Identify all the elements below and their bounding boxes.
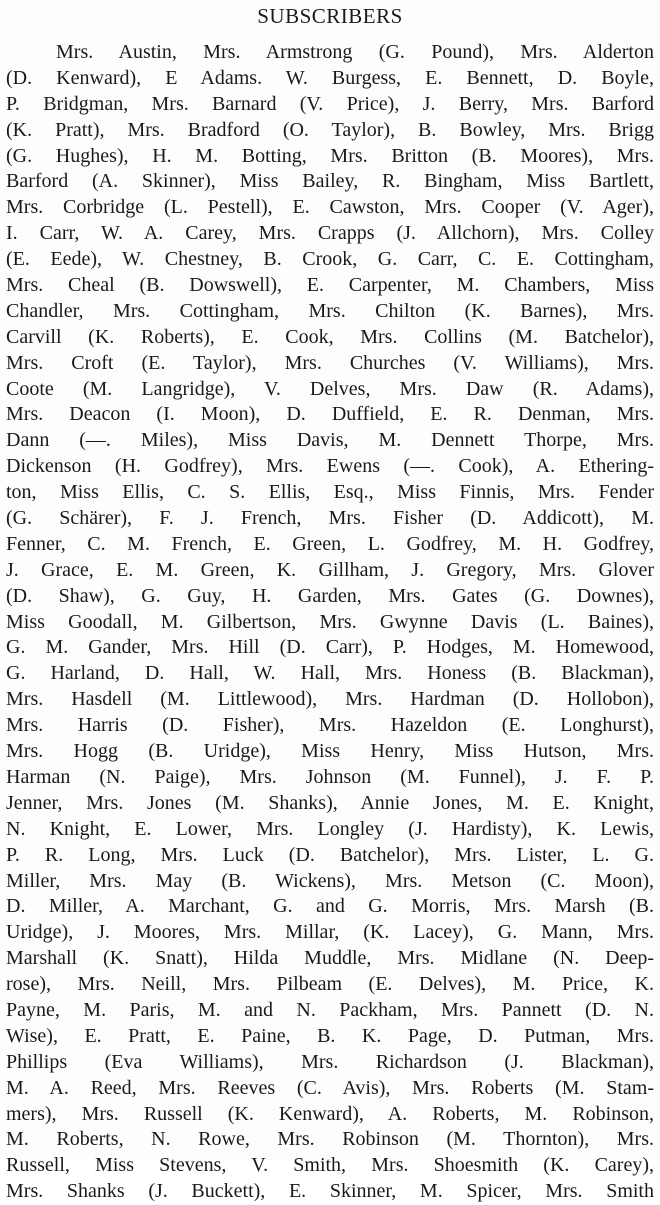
subscriber-line: I. Carr, W. A. Carey, Mrs. Crapps (J. Allchorn), Mrs. Colley [6, 222, 654, 245]
subscriber-line: (D. Kenward), E Adams. W. Burgess, E. Bennett, D. Boyle, [6, 66, 654, 89]
subscriber-line: (G. Schärer), F. J. French, Mrs. Fisher (D. Addicott), M. [6, 507, 654, 530]
subscriber-line: Mrs. Corbridge (L. Pestell), E. Cawston, Mrs. Cooper (V. Ager), [6, 196, 654, 219]
subscriber-line: (E. Eede), W. Chestney, B. Crook, G. Carr, C. E. Cottingham, [6, 248, 654, 271]
subscriber-line: Harman (N. Paige), Mrs. Johnson (M. Funnel), J. F. P. [6, 765, 654, 788]
subscriber-line: Jenner, Mrs. Jones (M. Shanks), Annie Jones, M. E. Knight, [6, 791, 654, 814]
subscriber-list [6, 40, 654, 1205]
subscriber-line: G. Harland, D. Hall, W. Hall, Mrs. Honess (B. Blackman), [6, 662, 654, 685]
subscriber-line: rose), Mrs. Neill, Mrs. Pilbeam (E. Delves), M. Price, K. [6, 973, 654, 996]
page-heading: SUBSCRIBERS [257, 4, 403, 28]
subscriber-line: G. M. Gander, Mrs. Hill (D. Carr), P. Hodges, M. Homewood, [6, 636, 654, 659]
subscriber-line: Fenner, C. M. French, E. Green, L. Godfrey, M. H. Godfrey, [6, 532, 654, 555]
subscriber-line: Coote (M. Langridge), V. Delves, Mrs. Daw (R. Adams), [6, 377, 654, 400]
subscriber-line: Russell, Miss Stevens, V. Smith, Mrs. Shoesmith (K. Carey), [6, 1154, 654, 1177]
subscriber-line: Payne, M. Paris, M. and N. Packham, Mrs. Pannett (D. N. [6, 998, 654, 1021]
subscriber-line: Marshall (K. Snatt), Hilda Muddle, Mrs. Midlane (N. Deep- [6, 947, 654, 970]
subscriber-line: (D. Shaw), G. Guy, H. Garden, Mrs. Gates (G. Downes), [6, 584, 654, 607]
subscriber-line: Mrs. Deacon (I. Moon), D. Duffield, E. R. Denman, Mrs. [6, 403, 654, 426]
subscriber-line: M. Roberts, N. Rowe, Mrs. Robinson (M. Thornton), Mrs. [6, 1128, 654, 1151]
subscriber-line: N. Knight, E. Lower, Mrs. Longley (J. Hardisty), K. Lewis, [6, 817, 654, 840]
subscriber-line: Miller, Mrs. May (B. Wickens), Mrs. Metson (C. Moon), [6, 869, 654, 892]
subscriber-line: Mrs. Hasdell (M. Littlewood), Mrs. Hardman (D. Hollobon), [6, 688, 654, 711]
subscriber-line: ton, Miss Ellis, C. S. Ellis, Esq., Miss Finnis, Mrs. Fender [6, 481, 654, 504]
subscriber-line: Dann (—. Miles), Miss Davis, M. Dennett Thorpe, Mrs. [6, 429, 654, 452]
subscriber-line: P. Bridgman, Mrs. Barnard (V. Price), J. Berry, Mrs. Barford [6, 92, 654, 115]
subscriber-line: Mrs. Shanks (J. Buckett), E. Skinner, M. Spicer, Mrs. Smith [6, 1180, 654, 1203]
subscriber-line: Dickenson (H. Godfrey), Mrs. Ewens (—. Cook), A. Ethering- [6, 455, 654, 478]
subscriber-line: Mrs. Cheal (B. Dowswell), E. Carpenter, M. Chambers, Miss [6, 274, 654, 297]
subscriber-line: J. Grace, E. M. Green, K. Gillham, J. Gregory, Mrs. Glover [6, 558, 654, 581]
subscriber-line: M. A. Reed, Mrs. Reeves (C. Avis), Mrs. Roberts (M. Stam- [6, 1076, 654, 1099]
subscriber-line: D. Miller, A. Marchant, G. and G. Morris, Mrs. Marsh (B. [6, 895, 654, 918]
subscriber-line: Chandler, Mrs. Cottingham, Mrs. Chilton (K. Barnes), Mrs. [6, 299, 654, 322]
subscriber-line: Wise), E. Pratt, E. Paine, B. K. Page, D. Putman, Mrs. [6, 1024, 654, 1047]
subscriber-line: Mrs. Hogg (B. Uridge), Miss Henry, Miss Hutson, Mrs. [6, 740, 654, 763]
subscriber-line: Carvill (K. Roberts), E. Cook, Mrs. Collins (M. Batchelor), [6, 325, 654, 348]
subscriber-line: (G. Hughes), H. M. Botting, Mrs. Britton (B. Moores), Mrs. [6, 144, 654, 167]
subscriber-line: Mrs. Austin, Mrs. Armstrong (G. Pound), Mrs. Alderton [56, 41, 654, 63]
subscriber-line: P. R. Long, Mrs. Luck (D. Batchelor), Mrs. Lister, L. G. [6, 843, 654, 866]
subscriber-line: Mrs. Croft (E. Taylor), Mrs. Churches (V. Williams), Mrs. [6, 351, 654, 374]
subscriber-line: Mrs. Harris (D. Fisher), Mrs. Hazeldon (E. Longhurst), [6, 714, 654, 737]
subscriber-line: Uridge), J. Moores, Mrs. Millar, (K. Lacey), G. Mann, Mrs. [6, 921, 654, 944]
subscriber-line: (K. Pratt), Mrs. Bradford (O. Taylor), B. Bowley, Mrs. Brigg [6, 118, 654, 141]
subscriber-line: Miss Goodall, M. Gilbertson, Mrs. Gwynne Davis (L. Baines), [6, 610, 654, 633]
subscriber-line: mers), Mrs. Russell (K. Kenward), A. Roberts, M. Robinson, [6, 1102, 654, 1125]
subscriber-line: Barford (A. Skinner), Miss Bailey, R. Bingham, Miss Bartlett, [6, 170, 654, 193]
subscriber-line: Phillips (Eva Williams), Mrs. Richardson (J. Blackman), [6, 1050, 654, 1073]
